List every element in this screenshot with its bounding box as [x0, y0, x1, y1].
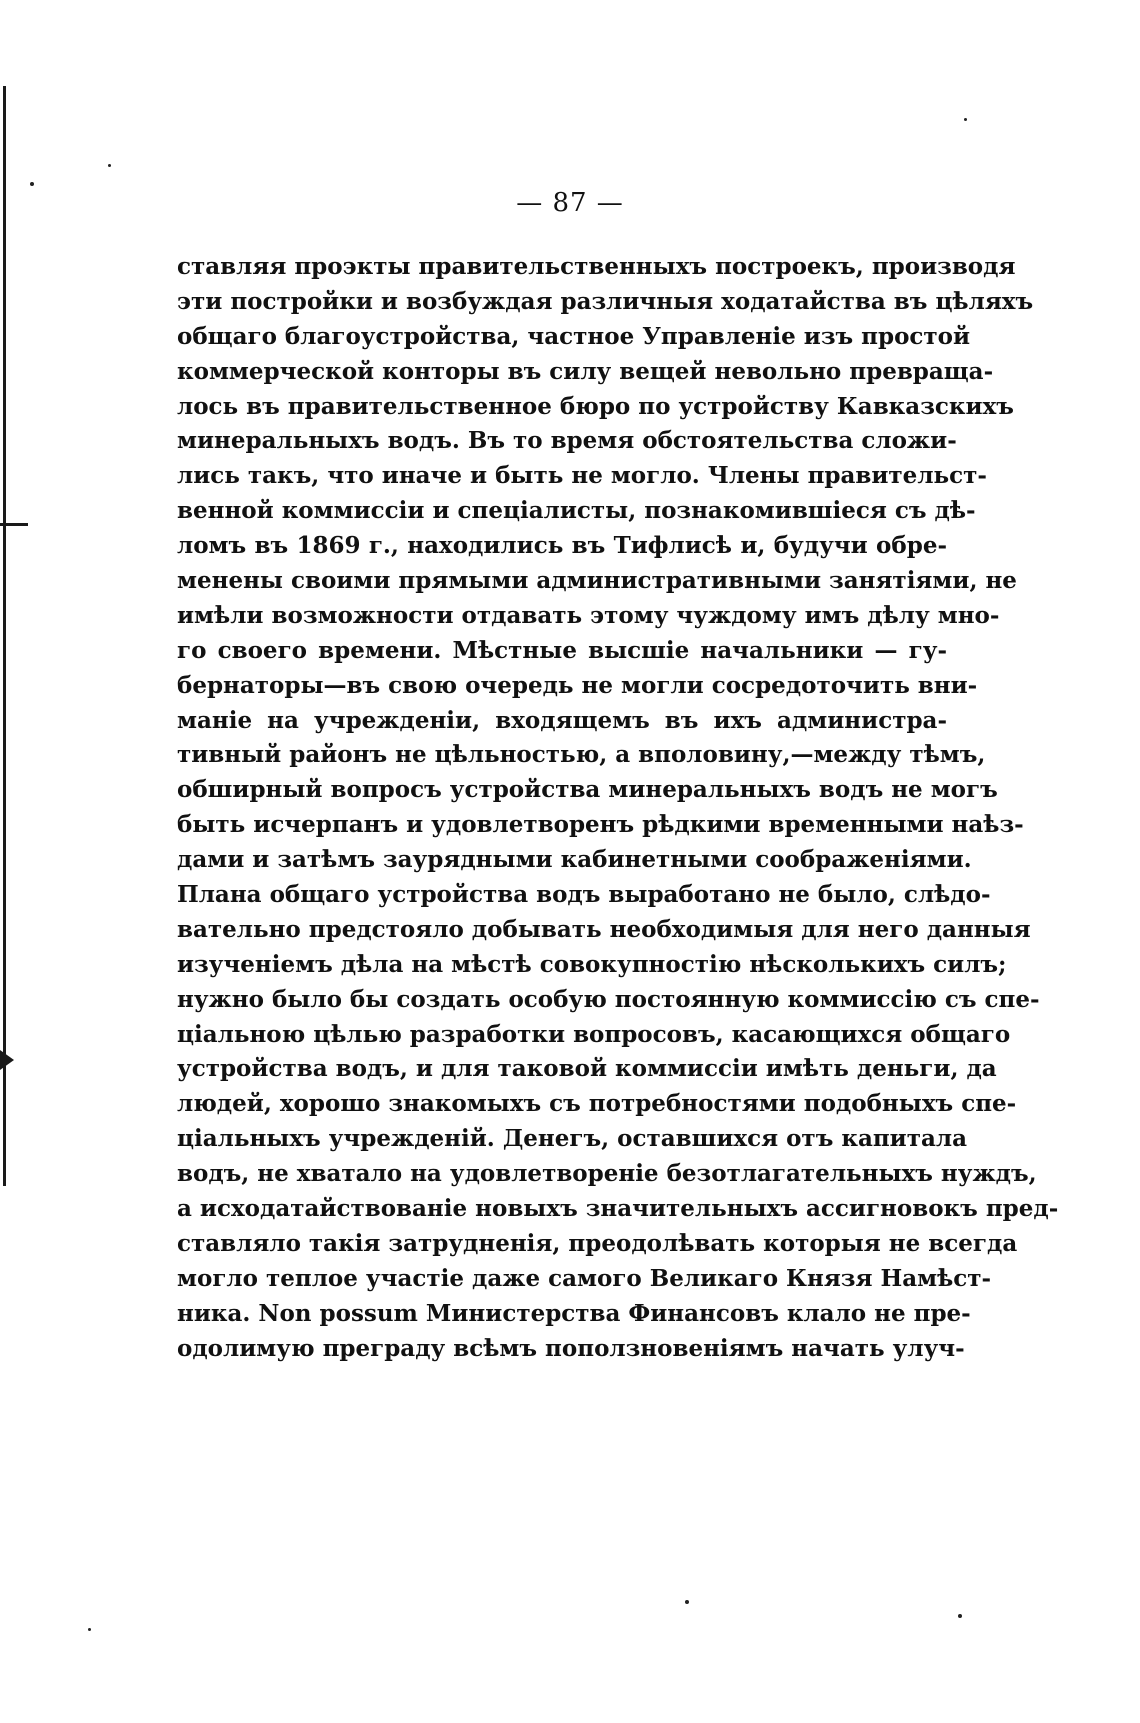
- scan-speck: [958, 1614, 962, 1618]
- text-line: эти постройки и возбуждая различныя ходатайства въ цѣляхъ: [177, 287, 1034, 315]
- binding-edge-line: [3, 86, 6, 1186]
- text-line: а исходатайствованіе новыхъ значительныхъ ассигновокъ пред-: [177, 1195, 1059, 1223]
- scan-speck: [964, 118, 967, 121]
- text-line: имѣли возможности отдавать этому чуждому имъ дѣлу мно-: [177, 601, 1000, 629]
- binding-edge-tick: [0, 523, 28, 526]
- body-text: [177, 250, 1059, 1367]
- text-line: маніе на учрежденіи, входящемъ въ ихъ администра-: [177, 706, 947, 734]
- text-line: Плана общаго устройства водъ выработано не было, слѣдо-: [177, 881, 991, 909]
- text-line: быть исчерпанъ и удовлетворенъ рѣдкими временными наѣз-: [177, 811, 1024, 839]
- text-line: го своего времени. Мѣстные высшіе начальники — гу-: [177, 636, 947, 664]
- text-line: минеральныхъ водъ. Въ то время обстоятельства сложи-: [177, 427, 957, 455]
- text-line: ціальныхъ учрежденій. Денегъ, оставшихся отъ капитала: [177, 1125, 968, 1153]
- scan-speck: [88, 1628, 91, 1631]
- text-line: лось въ правительственное бюро по устройству Кавказскихъ: [177, 392, 1014, 420]
- text-line: коммерческой конторы въ силу вещей невольно превраща-: [177, 357, 994, 385]
- text-line: дами и затѣмъ заурядными кабинетными соображеніями.: [177, 846, 972, 874]
- scan-speck: [30, 182, 34, 186]
- text-line: ставляя проэкты правительственныхъ построекъ, производя: [177, 253, 1016, 280]
- text-line: общаго благоустройства, частное Управленіе изъ простой: [177, 322, 971, 350]
- text-line: нужно было бы создать особую постоянную коммиссію съ спе-: [177, 985, 1040, 1013]
- binding-edge-mark: [0, 1050, 14, 1070]
- page-number: — 87 —: [516, 188, 624, 218]
- text-line: менены своими прямыми административными занятіями, не: [177, 567, 1017, 595]
- text-line: ника. Non possum Министерства Финансовъ клало не пре-: [177, 1299, 971, 1327]
- text-line: обширный вопросъ устройства минеральныхъ водъ не могъ: [177, 776, 998, 804]
- text-line: ціальною цѣлью разработки вопросовъ, касающихся общаго: [177, 1020, 1011, 1048]
- text-line: ломъ въ 1869 г., находились въ Тифлисѣ и, будучи обре-: [177, 532, 947, 560]
- text-line: ставляло такія затрудненія, преодолѣвать которыя не всегда: [177, 1229, 1018, 1257]
- text-line: могло теплое участіе даже самого Великаго Князя Намѣст-: [177, 1264, 992, 1292]
- scan-speck: [108, 164, 111, 167]
- text-line: устройства водъ, и для таковой коммиссіи имѣть деньги, да: [177, 1055, 997, 1083]
- text-line: бернаторы—въ свою очередь не могли сосредоточить вни-: [177, 671, 978, 699]
- text-line: лись такъ, что иначе и быть не могло. Члены правительст-: [177, 462, 987, 490]
- text-line: вательно предстояло добывать необходимыя для него данныя: [177, 915, 1031, 943]
- text-line: людей, хорошо знакомыхъ съ потребностями подобныхъ спе-: [177, 1090, 1017, 1118]
- text-line: водъ, не хватало на удовлетвореніе безотлагательныхъ нуждъ,: [177, 1160, 1037, 1188]
- scan-speck: [685, 1600, 689, 1604]
- text-line: одолимую преграду всѣмъ поползновеніямъ начать улуч-: [177, 1334, 965, 1362]
- text-line: тивный районъ не цѣльностью, а вполовину,—между тѣмъ,: [177, 741, 986, 769]
- text-line: венной коммиссіи и спеціалисты, познакомившіеся съ дѣ-: [177, 497, 976, 525]
- text-line: изученіемъ дѣла на мѣстѣ совокупностію нѣсколькихъ силъ;: [177, 950, 1007, 978]
